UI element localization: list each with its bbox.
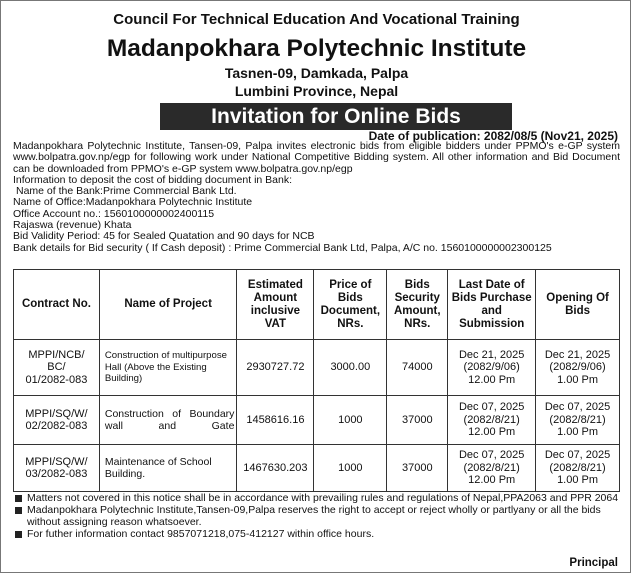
revenue-khata: Rajaswa (revenue) Khata — [13, 219, 132, 232]
security-cell: 37000 — [387, 396, 448, 445]
council-name: Council For Technical Education And Vocational Training — [113, 11, 520, 28]
table-row — [14, 445, 620, 492]
estimate-cell: 1458616.16 — [237, 396, 314, 445]
table-row — [14, 340, 620, 396]
estimate-cell: 1467630.203 — [237, 445, 314, 492]
bid-security-bank-details: Bank details for Bid security ( If Cash deposit) : Prime Commercial Bank Ltd, Palpa, A/C no. 1560100000002300125 — [13, 241, 552, 254]
project-name-cell: Maintenance of School Building. — [99, 445, 237, 492]
notice-title-banner: Invitation for Online Bids — [160, 103, 512, 130]
header-contract-no: Contract No. — [14, 270, 100, 340]
square-bullet-icon — [15, 507, 22, 514]
bank-name: Name of the Bank:Prime Commercial Bank Ltd. — [16, 185, 237, 198]
deposit-info-heading: Information to deposit the cost of bidding document in Bank: — [13, 173, 293, 186]
list-item: Madanpokhara Polytechnic Institute,Tansen-09,Palpa reserves the right to accept or reject wholly or partlyany or all the bids without assigning reason whatsoever. — [13, 504, 620, 528]
header-project-name: Name of Project — [99, 270, 237, 340]
signatory-title: Principal — [569, 557, 618, 569]
security-cell: 37000 — [387, 445, 448, 492]
list-item: Matters not covered in this notice shall be in accordance with prevailing rules and regulations of Nepal,PPA2063 and PPR 2064 — [13, 492, 620, 504]
office-name: Name of Office:Madanpokhara Polytechnic Institute — [13, 196, 253, 209]
table-row — [14, 396, 620, 445]
project-name-cell: Construction of Boundary wall and Gate — [99, 396, 237, 445]
project-name-cell: Construction of multipurpose Hall (Above the Existing Building) — [99, 340, 237, 396]
last-date-cell: Dec 07, 2025 (2082/8/21) 12.00 Pm — [448, 445, 536, 492]
table-header-row — [14, 270, 620, 340]
opening-cell: Dec 07, 2025 (2082/8/21) 1.00 Pm — [536, 445, 620, 492]
opening-cell: Dec 21, 2025 (2082/9/06) 1.00 Pm — [536, 340, 620, 396]
header-opening: Opening Of Bids — [536, 270, 620, 340]
opening-cell: Dec 07, 2025 (2082/8/21) 1.00 Pm — [536, 396, 620, 445]
intro-paragraph: Madanpokhara Polytechnic Institute, Tansen-09, Palpa invites electronic bids from eligible bidders under PPMO's e-GP system www.bolpatra.gov.np/egp for following work under National Competitive Bidding system. All other information and Bid Document can be downloaded from PPMO's e-GP system www.bolpatra.gov.np/egp — [13, 140, 620, 175]
bids-table — [13, 269, 620, 492]
price-cell: 3000.00 — [314, 340, 387, 396]
header-estimated-amount: Estimated Amount inclusive VAT — [237, 270, 314, 340]
address-line-2: Lumbini Province, Nepal — [234, 83, 399, 99]
price-cell: 1000 — [314, 396, 387, 445]
square-bullet-icon — [15, 531, 22, 538]
header-last-date: Last Date of Bids Purchase and Submission — [448, 270, 536, 340]
contract-no-cell: MPPI/NCB/ BC/ 01/2082-083 — [14, 340, 100, 396]
security-cell: 74000 — [387, 340, 448, 396]
institute-name: Madanpokhara Polytechnic Institute — [106, 35, 527, 62]
notice-body — [13, 141, 620, 254]
notes-list — [13, 492, 620, 540]
contract-no-cell: MPPI/SQ/W/ 03/2082-083 — [14, 445, 100, 492]
list-item: For futher information contact 9857071218,075-412127 within office hours. — [13, 528, 620, 540]
square-bullet-icon — [15, 495, 22, 502]
bid-validity-period: Bid Validity Period: 45 for Sealed Quatation and 90 days for NCB — [13, 230, 315, 243]
header-bid-security: Bids Security Amount, NRs. — [387, 270, 448, 340]
last-date-cell: Dec 07, 2025 (2082/8/21) 12.00 Pm — [448, 396, 536, 445]
last-date-cell: Dec 21, 2025 (2082/9/06) 12.00 Pm — [448, 340, 536, 396]
address-line-1: Tasnen-09, Damkada, Palpa — [224, 65, 409, 81]
estimate-cell: 2930727.72 — [237, 340, 314, 396]
publication-date: Date of publication: 2082/08/5 (Nov21, 2025) — [368, 129, 618, 143]
office-account-number: Office Account no.: 1560100000002400115 — [13, 207, 215, 220]
header-document-price: Price of Bids Document, NRs. — [314, 270, 387, 340]
price-cell: 1000 — [314, 445, 387, 492]
contract-no-cell: MPPI/SQ/W/ 02/2082-083 — [14, 396, 100, 445]
